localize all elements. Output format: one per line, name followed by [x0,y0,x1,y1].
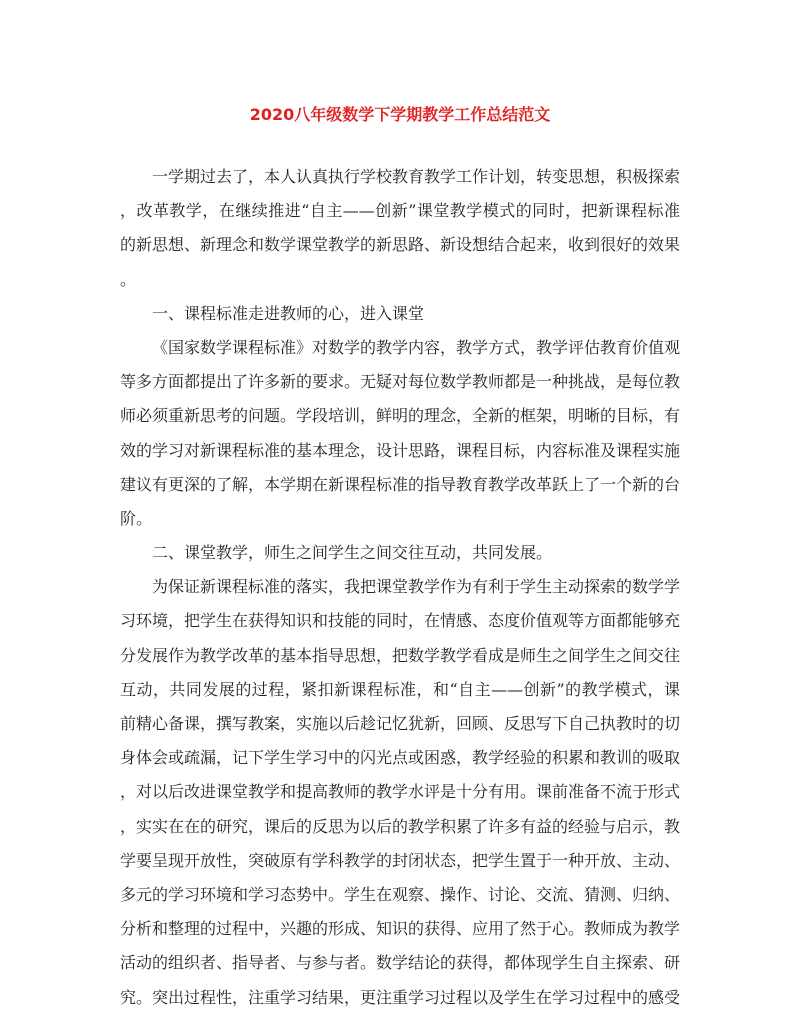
paragraph-line: 建议有更深的了解，本学期在新课程标准的指导教育教学改革跃上了一个新的台 [120,474,680,494]
paragraph-line: 身体会或疏漏，记下学生学习中的闪光点或困惑，教学经验的积累和教训的吸取 [120,748,680,768]
paragraph-line: ，改革教学，在继续推进“自主——创新”课堂教学模式的同时，把新课程标准 [120,201,680,221]
paragraph-line: 活动的组织者、指导者、与参与者。数学结论的获得，都体现学生自主探索、研 [120,953,680,973]
paragraph-line: 《国家数学课程标准》对数学的教学内容，教学方式，教学评估教育价值观 [152,337,680,357]
paragraph-line: 究。突出过程性，注重学习结果，更注重学习过程以及学生在学习过程中的感受 [120,987,680,1007]
paragraph-line: 分析和整理的过程中，兴趣的形成、知识的获得、应用了然于心。教师成为教学 [120,919,680,939]
document-title: 2020八年级数学下学期教学工作总结范文 [249,105,551,124]
paragraph-line: 一学期过去了，本人认真执行学校教育教学工作计划，转变思想，积极探索 [152,167,680,186]
paragraph-line: 等多方面都提出了许多新的要求。无疑对每位数学教师都是一种挑战，是每位教 [120,372,680,392]
paragraph-line: ，对以后改进课堂教学和提高教师的教学水评是十分有用。课前准备不流于形式 [120,782,680,802]
paragraph-line: 。 [120,269,137,289]
paragraph-line: 习环境，把学生在获得知识和技能的同时，在情感、态度价值观等方面都能够充 [120,611,680,631]
paragraph-line: 效的学习对新课程标准的基本理念，设计思路，课程目标，内容标准及课程实施 [120,440,680,460]
section-heading: 一、课程标准走进教师的心，进入课堂 [152,303,425,323]
paragraph-line: 前精心备课，撰写教案，实施以后趁记忆犹新，回顾、反思写下自己执教时的切 [120,714,680,733]
paragraph-line: 师必须重新思考的问题。学段培训，鲜明的理念，全新的框架，明晰的目标，有 [120,406,680,426]
paragraph-line: 学要呈现开放性，突破原有学科教学的封闭状态，把学生置于一种开放、主动、 [120,850,680,870]
paragraph-line: 阶。 [120,508,153,528]
paragraph-line: 的新思想、新理念和数学课堂教学的新思路、新设想结合起来，收到很好的效果 [120,235,680,255]
paragraph-line: 为保证新课程标准的落实，我把课堂教学作为有利于学生主动探索的数学学 [152,577,680,597]
paragraph-line: ，实实在在的研究，课后的反思为以后的教学积累了许多有益的经验与启示，教 [120,816,680,836]
paragraph-line: 多元的学习环境和学习态势中。学生在观察、操作、讨论、交流、猜测、归纳、 [120,884,680,904]
document-body [120,160,680,1015]
paragraph-line: 互动，共同发展的过程，紧扣新课程标准，和“自主——创新”的教学模式，课 [120,679,680,699]
paragraph-line: 分发展作为教学改革的基本指导思想，把数学教学看成是师生之间学生之间交往 [120,645,680,665]
section-heading: 二、课堂教学，师生之间学生之间交往互动，共同发展。 [152,543,553,563]
